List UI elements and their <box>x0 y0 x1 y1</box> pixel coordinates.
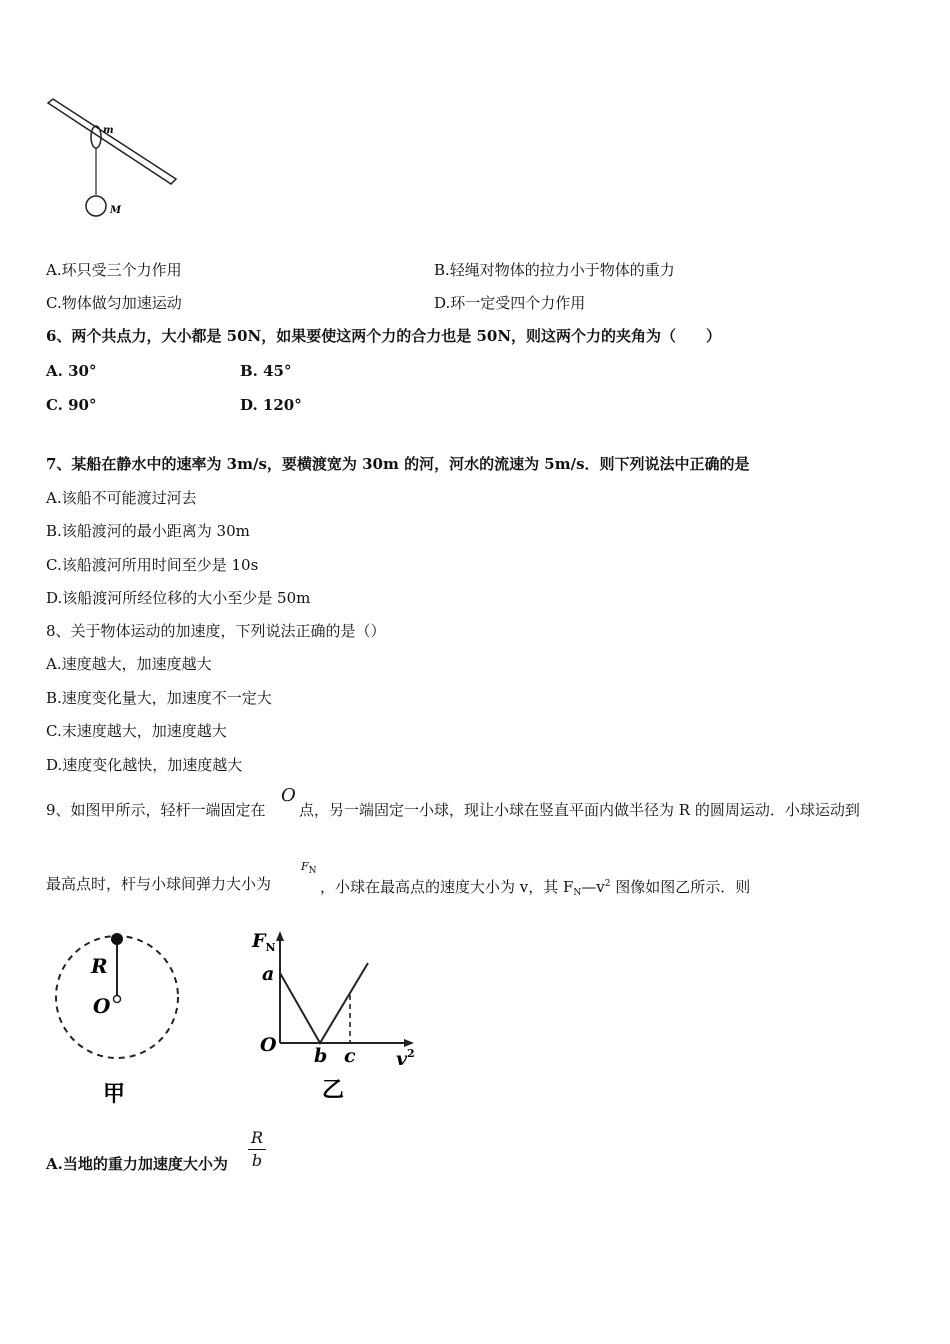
fraction-denominator: b <box>251 1151 263 1170</box>
ball <box>111 933 123 945</box>
q6-stem: 6、两个共点力，大小都是 50N，如果要使这两个力的合力也是 50N，则这两个力的夹角为（ ） <box>46 327 722 345</box>
q9-stem-part1: 9、如图甲所示，轻杆一端固定在 <box>46 801 266 819</box>
label-FN-main: F <box>252 930 266 952</box>
q8-option-d: D.速度变化越快，加速度越大 <box>46 756 243 774</box>
caption-jia: 甲 <box>103 1081 126 1107</box>
fraction-bar <box>248 1149 266 1150</box>
q9-stem-line2-part1: 最高点时，杆与小球间弹力大小为 <box>46 875 272 893</box>
q7-option-b: B.该船渡河的最小距离为 30m <box>46 522 250 540</box>
label-b: b <box>314 1045 328 1067</box>
caption-yi: 乙 <box>322 1077 345 1103</box>
label-v: v <box>396 1048 408 1070</box>
label-R: R <box>91 954 108 978</box>
x-axis-arrow <box>404 1039 414 1047</box>
q8-option-a: A.速度越大，加速度越大 <box>46 655 212 673</box>
q8-option-c: C.末速度越大，加速度越大 <box>46 722 227 740</box>
q9-option-a-fraction <box>246 1128 268 1171</box>
q7-option-a: A.该船不可能渡过河去 <box>46 489 197 507</box>
label-a: a <box>262 963 275 985</box>
q5-option-d: D.环一定受四个力作用 <box>434 294 586 312</box>
q6-option-c: C. 90° <box>46 396 97 414</box>
inclined-rod <box>48 99 176 184</box>
fn-v2-graph <box>280 963 368 1043</box>
label-O: O <box>260 1034 277 1056</box>
q9-stem-line2-part4: 图像如图乙所示．则 <box>610 878 751 896</box>
q9-symbol-FN-sub: N <box>308 866 317 876</box>
q6-option-b: B. 45° <box>240 362 292 380</box>
q9-symbol-FN <box>301 860 317 876</box>
figure-yi <box>250 925 430 1110</box>
q6-option-d: D. 120° <box>240 396 302 414</box>
q9-stem-line2-rest <box>320 874 750 903</box>
q8-stem: 8、关于物体运动的加速度，下列说法正确的是（） <box>46 622 386 640</box>
q7-option-d: D.该船渡河所经位移的大小至少是 50m <box>46 589 311 607</box>
q9-stem-line2-part3: —v <box>581 878 605 896</box>
label-O: O <box>93 994 111 1018</box>
q5-option-c: C.物体做匀加速运动 <box>46 294 182 312</box>
q9-stem-line2-sub: N <box>573 888 582 898</box>
label-c: c <box>344 1045 356 1067</box>
q6-option-a: A. 30° <box>46 362 97 380</box>
rod-ring-figure <box>40 95 190 235</box>
q5-option-b: B.轻绳对物体的拉力小于物体的重力 <box>434 261 675 279</box>
q9-option-a-text: A.当地的重力加速度大小为 <box>46 1155 228 1173</box>
q9-stem-line2-sup: 2 <box>604 879 611 889</box>
q9-stem-line2-part2: ，小球在最高点的速度大小为 v，其 F <box>320 878 574 896</box>
y-axis-arrow <box>276 931 284 941</box>
q8-option-b: B.速度变化量大，加速度不一定大 <box>46 689 272 707</box>
ball-M <box>86 196 106 216</box>
label-v2 <box>396 1047 415 1070</box>
q9-symbol-O: O <box>281 785 296 806</box>
pivot-O <box>114 996 121 1003</box>
label-m: m <box>103 125 114 136</box>
q7-stem: 7、某船在静水中的速率为 3m/s，要横渡宽为 30m 的河，河水的流速为 5m/s．则下列说法中正确的是 <box>46 455 750 473</box>
q5-option-a: A.环只受三个力作用 <box>46 261 182 279</box>
label-FN <box>251 930 276 954</box>
label-FN-sub: N <box>265 941 276 954</box>
fraction-numerator: R <box>250 1128 264 1147</box>
q9-stem-part2: 点，另一端固定一小球，现让小球在竖直平面内做半径为 R 的圆周运动．小球运动到 <box>299 801 860 819</box>
label-M: M <box>110 205 122 216</box>
label-v-sup: 2 <box>407 1047 415 1060</box>
q7-option-c: C.该船渡河所用时间至少是 10s <box>46 556 259 574</box>
q9-symbol-FN-main: F <box>301 860 309 873</box>
figure-jia <box>45 925 195 1110</box>
